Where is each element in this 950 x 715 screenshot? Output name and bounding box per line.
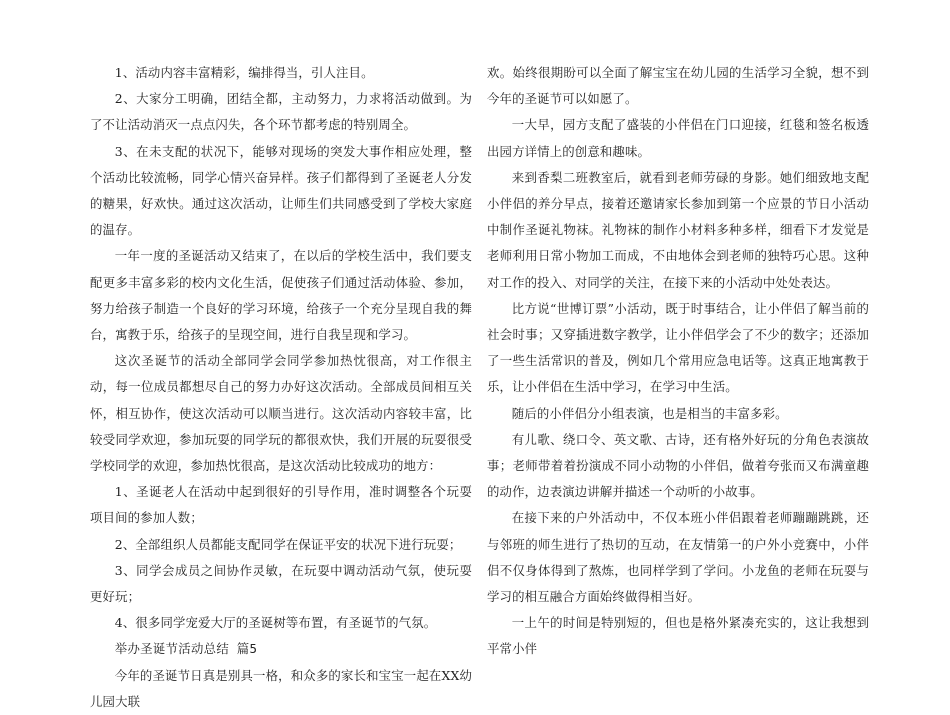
section-heading: 举办圣诞节活动总结 篇5: [114, 641, 258, 657]
paragraph-continued: 欢。始终很期盼可以全面了解宝宝在幼儿园的生活学习全貌，想不到今年的圣诞节可以如愿了。: [487, 65, 869, 107]
paragraph: 来到香梨二班教室后，就看到老师劳碌的身影。她们细致地支配小伴侣的养分早点，接着还邀请家长参加到第一个应景的节日小活动中制作圣诞礼物袜。礼物袜的制作小材料多种多样，细看下才发觉是老师利用日常小物加工而成，不由地体会到老师的独特巧心思。这种对工作的投入、对同学的关注，在接下来的小活动中处处表达。: [487, 169, 869, 290]
paragraph: 2、全部组织人员都能支配同学在保证平安的状况下进行玩耍；: [114, 536, 462, 552]
right-column: [487, 60, 869, 663]
paragraph: 在接下来的户外活动中，不仅本班小伴侣跟着老师蹦蹦跳跳，还与邻班的师生进行了热切的互动，在友情第一的户外小竞赛中，小伴侣不仅身体得到了熬炼，也同样学到了学问。小龙鱼的老师在玩耍与学习的相互融合方面始终做得相当好。: [487, 510, 869, 605]
paragraph: 这次圣诞节的活动全部同学会同学参加热忱很高，对工作很主动，每一位成员都想尽自己的努力办好这次活动。全部成员间相互关怀，相互协作，使这次活动可以顺当进行。这次活动内容较丰富，比较受同学欢迎，参加玩耍的同学玩的都很欢快，我们开展的玩耍很受学校同学的欢迎，参加热忱很高，是这次活动比较成功的地方：: [90, 353, 472, 474]
paragraph: 今年的圣诞节日真是别具一格，和众多的家长和宝宝一起在XX幼儿园大联: [90, 667, 472, 709]
paragraph: 一大早，园方支配了盛装的小伴侣在门口迎接，红毯和签名板透出园方详情上的创意和趣味。: [487, 117, 869, 159]
paragraph: 3、同学会成员之间协作灵敏，在玩耍中调动活动气氛，使玩耍更好玩；: [90, 562, 472, 605]
paragraph: 一年一度的圣诞活动又结束了，在以后的学校生活中，我们要支配更多丰富多彩的校内文化生活，促使孩子们通过活动体验、参加，努力给孩子制造一个良好的学习环境，给孩子一个充分呈现自我的舞台，寓教于乐，给孩子的呈现空间，进行自我呈现和学习。: [90, 248, 472, 343]
paragraph: 1、活动内容丰富精彩，编排得当，引人注目。: [114, 65, 374, 80]
paragraph: 3、在未支配的状况下，能够对现场的突发大事作相应处理，整个活动比较流畅，同学心情兴奋异样。孩子们都得到了圣诞老人分发的糖果，好欢快。通过这次活动，让师生们共同感受到了学校大家庭的温存。: [90, 143, 472, 238]
paragraph: 2、大家分工明确，团结全都，主动努力，力求将活动做到。为了不让活动消灭一点点闪失，各个环节都考虑的特别周全。: [90, 91, 472, 133]
paragraph: 4、很多同学宠爱大厅的圣诞树等布置，有圣诞节的气氛。: [114, 615, 437, 631]
paragraph: 随后的小伴侣分小组表演，也是相当的丰富多彩。: [511, 405, 788, 421]
paragraph: 比方说“世博订票”小活动，既于时事结合，让小伴侣了解当前的社会时事；又穿插进数字教学，让小伴侣学会了不少的数字；还添加了一些生活常识的普及，例如几个常用应急电话等。这真正地寓教于乐，让小伴侣在生活中学习，在学习中生活。: [487, 300, 869, 395]
paragraph: 有儿歌、绕口令、英文歌、古诗，还有格外好玩的分角色表演故事；老师带着着扮演成不同小动物的小伴侣，做着夸张而又布满童趣的动作，边表演边讲解并描述一个动听的小故事。: [487, 431, 869, 500]
paragraph: 1、圣诞老人在活动中起到很好的引导作用，准时调整各个玩耍项目间的参加人数；: [90, 484, 472, 526]
left-column: [90, 60, 472, 715]
paragraph: 一上午的时间是特别短的，但也是格外紧凑充实的，这让我想到平常小伴: [487, 615, 869, 657]
